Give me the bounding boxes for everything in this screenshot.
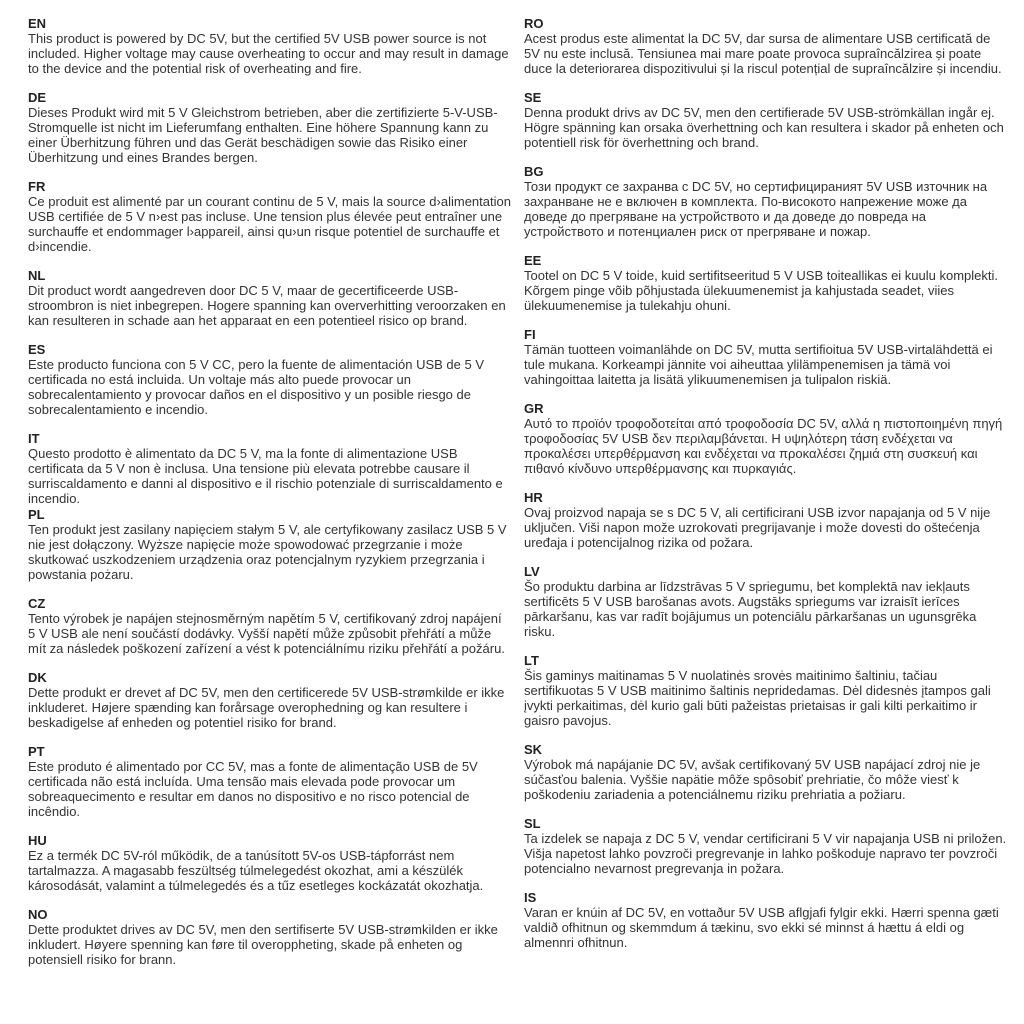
- language-section: [524, 327, 1008, 387]
- warning-text: Dieses Produkt wird mit 5 V Gleichstrom betrieben, aber die zertifizierte 5-V-USB-Stromquelle ist nicht im Lieferumfang enthalten. Eine höhere Spannung kann zu einer Überhitzung führen und das Gerät beschädigen sowie das Risiko einer Überhitzung und eines Brandes bergen.: [28, 105, 498, 165]
- language-section: [28, 16, 512, 76]
- language-section: [524, 490, 1008, 550]
- language-section: [28, 507, 512, 582]
- language-code: FI: [524, 327, 536, 342]
- language-section: [28, 670, 512, 730]
- warning-text: Този продукт се захранва с DC 5V, но сертифицираният 5V USB източник на захранване не е включен в комплекта. По-високото напрежение може да доведе до прегряване на устройството и да доведе до повреда на устройството и потенциален риск от прегряване и пожар.: [524, 179, 988, 239]
- language-code: EE: [524, 253, 542, 268]
- language-code: DK: [28, 670, 47, 685]
- warning-text: Ovaj proizvod napaja se s DC 5 V, ali certificirani USB izvor napajanja od 5 V nije uključen. Viši napon može uzrokovati pregrijavanje i može dovesti do oštećenja uređaja i potencijalnog rizika od požara.: [524, 505, 991, 550]
- language-code: GR: [524, 401, 544, 416]
- warning-text: Výrobok má napájanie DC 5V, avšak certifikovaný 5V USB napájací zdroj nie je súčasťou balenia. Vyššie napätie môže spôsobiť prehriatie, čo môže viesť k poškodeniu zariadenia a potenciálnemu riziku prehriatia a požiaru.: [524, 757, 981, 802]
- warning-text: Dette produktet drives av DC 5V, men den sertifiserte 5V USB-strømkilden er ikke inkludert. Høyere spenning kan føre til overoppheting, skade på enheten og potensiell risiko for brann.: [28, 922, 498, 967]
- warning-text: Ten produkt jest zasilany napięciem stałym 5 V, ale certyfikowany zasilacz USB 5 V nie jest dołączony. Wyższe napięcie może spowodować przegrzanie i może skutkować uszkodzeniem urządzenia oraz potencjalnym ryzykiem przegrzania i powstania pożaru.: [28, 522, 507, 582]
- language-code: PL: [28, 507, 45, 522]
- language-code: SL: [524, 816, 541, 831]
- language-section: [28, 268, 512, 328]
- language-code: EN: [28, 16, 47, 31]
- language-code: LT: [524, 653, 539, 668]
- language-code: BG: [524, 164, 544, 179]
- language-code: NO: [28, 907, 48, 922]
- language-section: [524, 890, 1008, 950]
- language-section: [524, 564, 1008, 639]
- language-section: [28, 907, 512, 967]
- language-section: [524, 253, 1008, 313]
- language-code: FR: [28, 179, 46, 194]
- language-section: [28, 431, 512, 506]
- language-section: [28, 744, 512, 819]
- warning-text: Šis gaminys maitinamas 5 V nuolatinės srovės maitinimo šaltiniu, tačiau sertifikuotas 5 V USB maitinimo šaltinis nepridedamas. Dėl didesnės įtampos gali įvykti perkaitimas, dėl kurio gali būti pažeistas prietaisas ir gali kilti perkaitimo ir gaisro pavojus.: [524, 668, 991, 728]
- warning-text: Ez a termék DC 5V-ról működik, de a tanúsított 5V-os USB-tápforrást nem tartalmazza. A magasabb feszültség túlmelegedést okozhat, ami a készülék károsodását, valamint a túlmelegedés és a tűz esetleges kockázatát okozhatja.: [28, 848, 484, 893]
- language-code: SE: [524, 90, 542, 105]
- language-code: IT: [28, 431, 40, 446]
- warning-text: Este producto funciona con 5 V CC, pero la fuente de alimentación USB de 5 V certificada no está incluida. Un voltaje más alto puede provocar un sobrecalentamiento y provocar daños en el dispositivo y un posible riesgo de sobrecalentamiento e incendio.: [28, 357, 484, 417]
- language-section: [524, 164, 1008, 239]
- warning-text: Denna produkt drivs av DC 5V, men den certifierade 5V USB-strömkällan ingår ej. Högre spänning kan orsaka överhettning och kan resultera i skador på enheten och potentiell risk för överhettning och brand.: [524, 105, 1004, 150]
- language-code: PT: [28, 744, 45, 759]
- language-section: [524, 653, 1008, 728]
- warning-text: Tootel on DC 5 V toide, kuid sertifitseeritud 5 V USB toiteallikas ei kuulu komplekti. Kõrgem pinge võib põhjustada ülekuumenemist ja kahjustada seadet, viies ülekuumenemise ja tulekahju ohuni.: [524, 268, 999, 313]
- left-column: [28, 16, 512, 981]
- language-code: ES: [28, 342, 46, 357]
- warning-text: Ta izdelek se napaja z DC 5 V, vendar certificirani 5 V vir napajanja USB ni priložen. Višja napetost lahko povzroči pregrevanje in lahko poškoduje napravo ter povzroči potencialno nevarnost pregrevanja in požara.: [524, 831, 1007, 876]
- language-section: [28, 179, 512, 254]
- language-code: SK: [524, 742, 543, 757]
- warning-text: Αυτό το προϊόν τροφοδοτείται από τροφοδοσία DC 5V, αλλά η πιστοποιημένη πηγή τροφοδοσίας 5V USB δεν περιλαμβάνεται. Η υψηλότερη τάση ενδέχεται να προκαλέσει υπερθέρμανση και ενδέχεται να προκαλέσει ζημιά στη συσκευή και πιθανό κίνδυνο υπερθέρμανσης και πυρκαγιάς.: [524, 416, 1003, 476]
- warning-text: Dette produkt er drevet af DC 5V, men den certificerede 5V USB-strømkilde er ikke inkluderet. Højere spænding kan forårsage overophedning og kan resultere i beskadigelse af enheden og potentiel risiko for brand.: [28, 685, 505, 730]
- warning-text: Tento výrobek je napájen stejnosměrným napětím 5 V, certifikovaný zdroj napájení 5 V USB ale není součástí dodávky. Vyšší napětí může způsobit přehřátí a může mít za následek poškození zařízení a vést k potenciálnímu riziku přehřátí a požáru.: [28, 611, 505, 656]
- language-code: HR: [524, 490, 543, 505]
- warning-text: Acest produs este alimentat la DC 5V, dar sursa de alimentare USB certificată de 5V nu este inclusă. Tensiunea mai mare poate provoca supraîncălzirea și poate duce la deteriorarea dispozitivului și la riscul potențial de supraîncălzire și incendiu.: [524, 31, 1002, 76]
- language-code: CZ: [28, 596, 46, 611]
- language-code: IS: [524, 890, 537, 905]
- warning-text: Questo prodotto è alimentato da DC 5 V, ma la fonte di alimentazione USB certificata da 5 V non è inclusa. Una tensione più elevata potrebbe causare il surriscaldamento e danni al dispositivo e il rischio potenziale di surriscaldamento e incendio.: [28, 446, 503, 506]
- language-code: HU: [28, 833, 47, 848]
- language-section: [524, 90, 1008, 150]
- language-section: [28, 596, 512, 656]
- language-code: LV: [524, 564, 540, 579]
- right-column: [524, 16, 1008, 981]
- warning-text: Tämän tuotteen voimanlähde on DC 5V, mutta sertifioitua 5V USB-virtalähdettä ei tule mukana. Korkeampi jännite voi aiheuttaa ylilämpenemisen ja tämä voi vahingoittaa laitetta ja lisätä ylikuumenemisen ja tulipalon riskiä.: [524, 342, 993, 387]
- warning-text: Ce produit est alimenté par un courant continu de 5 V, mais la source d›alimentation USB certifiée de 5 V n›est pas incluse. Une tension plus élevée peut entraîner une surchauffe et endommager l›appareil, ainsi qu›un risque potentiel de surchauffe et d›incendie.: [28, 194, 511, 254]
- language-code: NL: [28, 268, 46, 283]
- warning-text: Dit product wordt aangedreven door DC 5 V, maar de gecertificeerde USB-stroombron is niet inbegrepen. Hogere spanning kan oververhitting veroorzaken en kan resulteren in schade aan het apparaat en een potentieel risico op brand.: [28, 283, 506, 328]
- warning-text: Šo produktu darbina ar līdzstrāvas 5 V spriegumu, bet komplektā nav iekļauts sertificēts 5 V USB barošanas avots. Augstāks spriegums var izraisīt ierīces pārkaršanu, kas var radīt bojājumus un potenciālu pārkaršanas un ugunsgrēka risku.: [524, 579, 977, 639]
- language-section: [28, 342, 512, 417]
- language-section: [524, 742, 1008, 802]
- language-section: [28, 90, 512, 165]
- language-section: [524, 816, 1008, 876]
- warning-text: Varan er knúin af DC 5V, en vottaður 5V USB aflgjafi fylgir ekki. Hærri spenna gæti valdið ofhitnun og skemmdum á tækinu, svo ekki sé minnst á hættu á eldi og almennri ofhitnun.: [524, 905, 999, 950]
- language-section: [524, 16, 1008, 76]
- warning-text: Este produto é alimentado por CC 5V, mas a fonte de alimentação USB de 5V certificada não está incluída. Uma tensão mais elevada pode provocar um sobreaquecimento e resultar em danos no dispositivo e no risco potencial de incêndio.: [28, 759, 478, 819]
- warning-text: This product is powered by DC 5V, but the certified 5V USB power source is not included. Higher voltage may cause overheating to occur and may result in damage to the device and the potential risk of overheating and fire.: [28, 31, 509, 76]
- language-section: [28, 833, 512, 893]
- language-code: RO: [524, 16, 544, 31]
- language-code: DE: [28, 90, 47, 105]
- language-section: [524, 401, 1008, 476]
